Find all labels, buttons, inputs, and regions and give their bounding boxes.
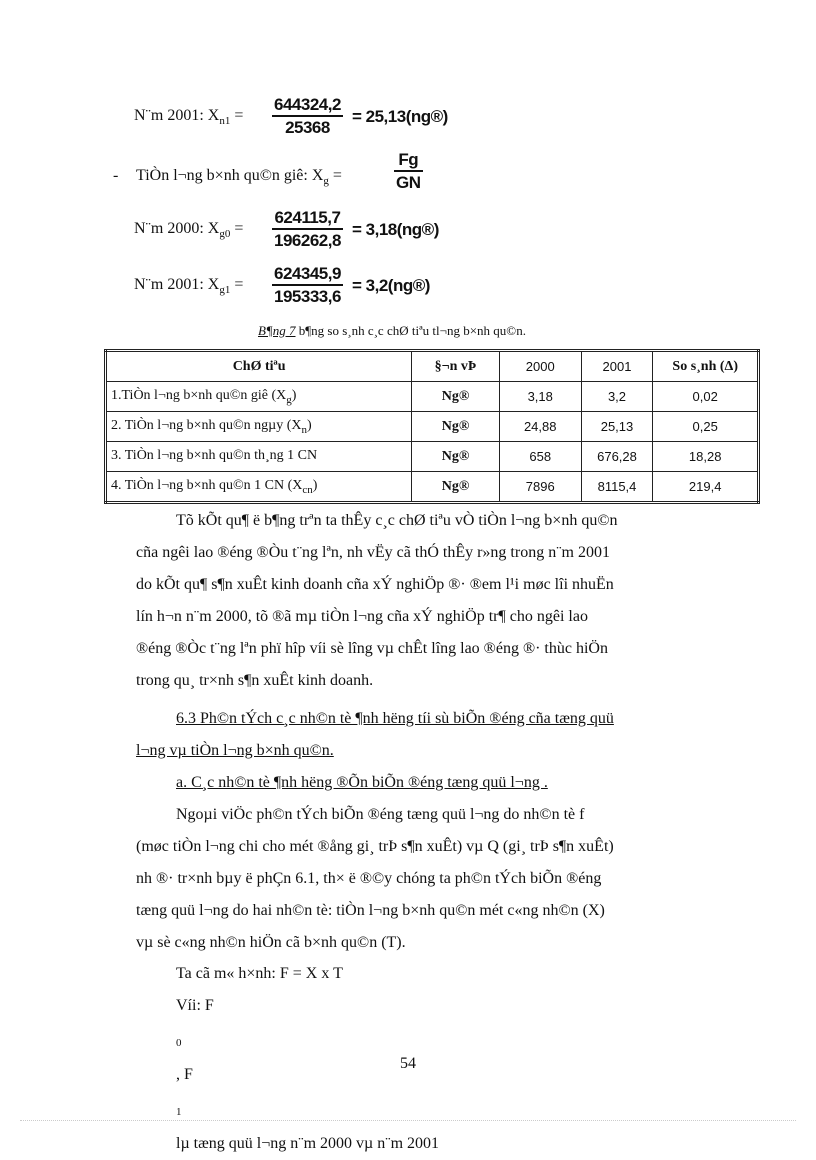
model-line: Ta cã m« h×nh: F = X x T xyxy=(176,965,343,982)
formula-xn1-result: = 25,13(ng®) xyxy=(352,107,448,126)
row-2000: 658 xyxy=(499,442,581,472)
header-2001: 2001 xyxy=(581,351,653,382)
footer-divider xyxy=(20,1120,796,1121)
row-diff: 0,02 xyxy=(653,382,759,412)
text-line: vµ sè c«ng nh©n hiÖn cã b×nh qu©n (T). xyxy=(136,934,406,951)
text-line: lín h¬n n¨m 2000, tõ ®ã mµ tiÒn l¬ng cña xÝ nghiÖp tr¶ cho ngêi lao xyxy=(136,608,588,625)
table-row xyxy=(106,442,759,472)
row-2001: 8115,4 xyxy=(581,472,653,503)
section-heading-6-3 xyxy=(136,703,726,767)
row-indicator: 2. TiÒn l¬ng b×nh qu©n ngµy $(X_n)$ xyxy=(106,412,412,442)
text-line: ®éng ®Òc t¨ng lªn phï hîp víi sè lîng vµ chÊt lîng lao ®éng ®· thùc hiÖn xyxy=(136,640,608,657)
row-2000: 3,18 xyxy=(499,382,581,412)
text-line: Ngoµi viÖc ph©n tÝch biÕn ®éng tæng quü l¬ng do nh©n tè f xyxy=(176,806,585,823)
comparison-table xyxy=(104,349,760,504)
text-line: nh ®· tr×nh bµy ë phÇn 6.1, th× ë ®©y chóng ta ph©n tÝch biÕn ®éng xyxy=(136,870,602,887)
header-indicator: ChØ tiªu xyxy=(106,351,412,382)
heading-line: 6.3 Ph©n tÝch c¸c nh©n tè ¶nh hëng tíi sù biÕn ®éng cña tæng quü xyxy=(176,710,614,727)
table-row xyxy=(106,382,759,412)
paragraph-results xyxy=(136,505,726,697)
row-2001: 676,28 xyxy=(581,442,653,472)
formula-xg0-result: = 3,18(ng®) xyxy=(352,220,439,239)
row-diff: 0,25 xyxy=(653,412,759,442)
header-compare: So s¸nh (Δ) xyxy=(653,351,759,382)
text-line: tæng quü l¬ng do hai nh©n tè: tiÒn l¬ng b×nh qu©n mét c«ng nh©n (X) xyxy=(136,902,605,919)
table-row xyxy=(106,472,759,503)
row-diff: 18,28 xyxy=(653,442,759,472)
page-number: 54 xyxy=(400,1055,416,1072)
row-indicator: 4. TiÒn l¬ng b×nh qu©n 1 CN $(X_{cn})$ xyxy=(106,472,412,503)
text-line: do kÕt qu¶ s¶n xuÊt kinh doanh cña xÝ nghiÖp ®· ®em l¹i møc lîi nhuËn xyxy=(136,576,614,593)
row-2001: 25,13 xyxy=(581,412,653,442)
text-line: cña ngêi lao ®éng ®Òu t¨ng lªn, nh vËy cã thÓ thÊy r»ng trong n¨m 2001 xyxy=(136,544,610,561)
formula-xg1-fraction: $\frac{624345,9}{195333,6}$ xyxy=(274,264,341,306)
formula-xg-label: TiÒn l¬ng b×nh qu©n giê: $X_g$ = xyxy=(136,167,342,188)
row-2000: 24,88 xyxy=(499,412,581,442)
formula-xg0-fraction: $\frac{624115,7}{196262,8}$ xyxy=(274,208,341,250)
formula-xg-fraction: $\frac{Fg}{GN}$ xyxy=(396,150,421,192)
heading-line: l¬ng vµ tiÒn l¬ng b×nh qu©n. xyxy=(136,742,334,759)
table-header-row xyxy=(106,351,759,382)
formula-xg1-result: = 3,2(ng®) xyxy=(352,276,430,295)
with-line: Víi: F $_0$ , F $_1$ lµ tæng quü l¬ng n¨m 2000 vµ n¨m 2001 xyxy=(176,997,440,1153)
subheading-a: a. C¸c nh©n tè ¶nh hëng ®Õn biÕn ®éng tæng quü l¬ng . xyxy=(176,774,548,791)
formula-xn1-fraction: $\frac{644324,2}{25368}$ xyxy=(274,95,341,137)
text-line: Tõ kÕt qu¶ ë b¶ng trªn ta thÊy c¸c chØ tiªu vÒ tiÒn l¬ng b×nh qu©n xyxy=(176,512,618,529)
formula-xg0-label: N¨m 2000: $X_{g0}$ = xyxy=(134,220,244,241)
text-line: trong qu¸ tr×nh s¶n xuÊt kinh doanh. xyxy=(136,672,374,689)
table-row xyxy=(106,412,759,442)
row-diff: 219,4 xyxy=(653,472,759,503)
text-line: (møc tiÒn l¬ng chi cho mét ®ång gi¸ trÞ s¶n xuÊt) vµ Q (gi¸ trÞ s¶n xuÊt) xyxy=(136,838,614,855)
header-2000: 2000 xyxy=(499,351,581,382)
formula-xn1-label: N¨m 2001: $X_{n1}$ = xyxy=(134,107,244,128)
row-2000: 7896 xyxy=(499,472,581,503)
row-unit: Ng® xyxy=(412,412,500,442)
row-indicator: 1.TiÒn l¬ng b×nh qu©n giê $(X_g)$ xyxy=(106,382,412,412)
row-unit: Ng® xyxy=(412,442,500,472)
bullet-dash: - xyxy=(113,167,119,184)
row-indicator: 3. TiÒn l¬ng b×nh qu©n th¸ng 1 CN xyxy=(106,442,412,472)
header-unit: §¬n vÞ xyxy=(412,351,500,382)
formula-xg1-label: N¨m 2001: $X_{g1}$ = xyxy=(134,276,244,297)
row-unit: Ng® xyxy=(412,382,500,412)
paragraph-analysis xyxy=(136,799,726,959)
row-unit: Ng® xyxy=(412,472,500,503)
row-2001: 3,2 xyxy=(581,382,653,412)
table-caption: B¶ng 7 b¶ng so s¸nh c¸c chØ tiªu tl¬ng b×nh qu©n. xyxy=(258,323,526,338)
